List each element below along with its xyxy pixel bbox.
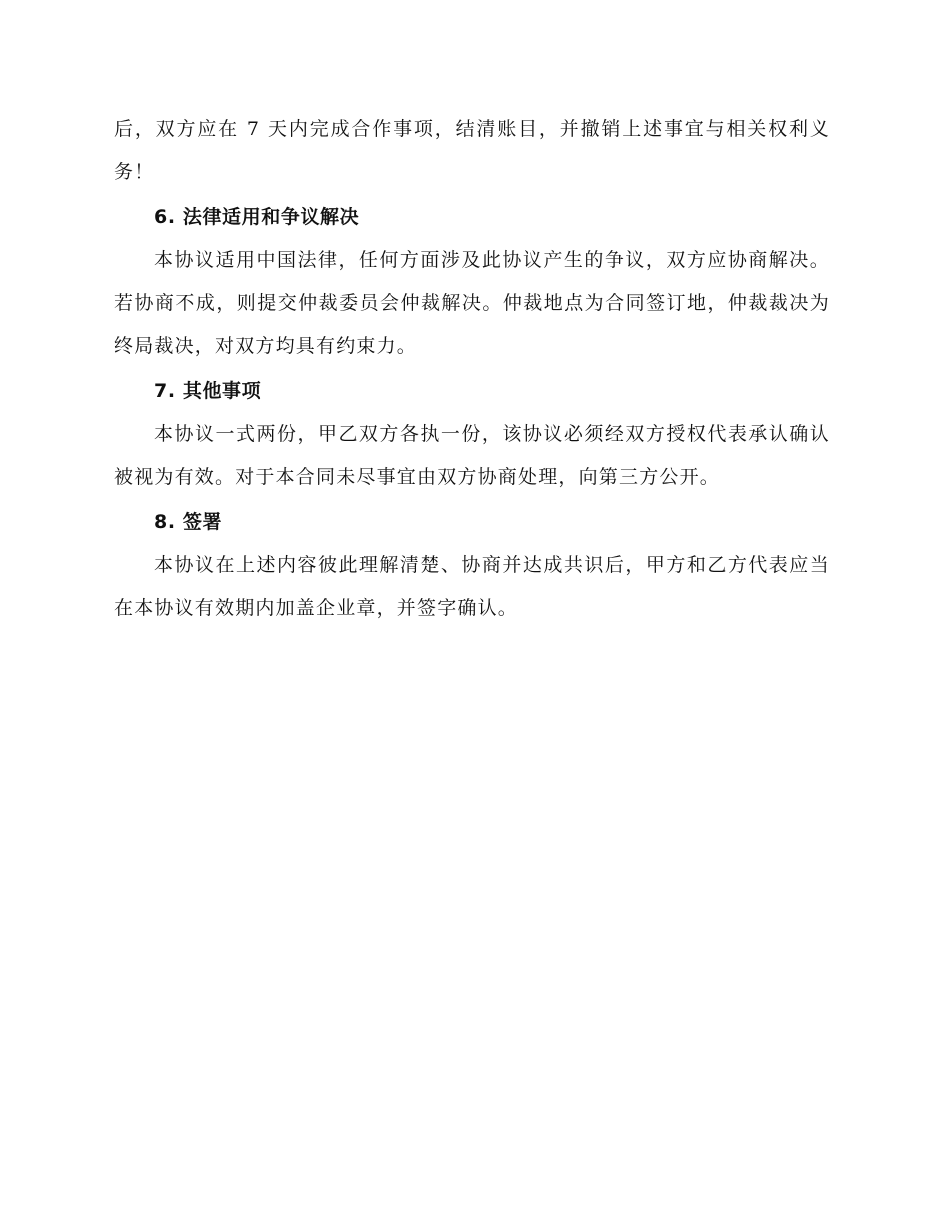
section-heading-6: 6. 法律适用和争议解决 — [154, 206, 360, 228]
paragraph-section-8: 本协议在上述内容彼此理解清楚、协商并达成共识后，甲方和乙方代表应当在本协议有效期内加盖企业章，并签字确认。 — [114, 554, 830, 619]
paragraph-continuation: 后，双方应在 7 天内完成合作事项，结清账目，并撤销上述事宜与相关权利义务！ — [114, 118, 830, 183]
section-heading-7: 7. 其他事项 — [154, 380, 262, 402]
section-heading-8: 8. 签署 — [154, 511, 223, 533]
paragraph-section-7: 本协议一式两份，甲乙双方各执一份，该协议必须经双方授权代表承认确认被视为有效。对于本合同未尽事宜由双方协商处理，向第三方公开。 — [114, 423, 830, 488]
paragraph-section-6: 本协议适用中国法律，任何方面涉及此协议产生的争议，双方应协商解决。若协商不成，则提交仲裁委员会仲裁解决。仲裁地点为合同签订地，仲裁裁决为终局裁决，对双方均具有约束力。 — [114, 249, 830, 357]
document-body — [114, 108, 830, 630]
